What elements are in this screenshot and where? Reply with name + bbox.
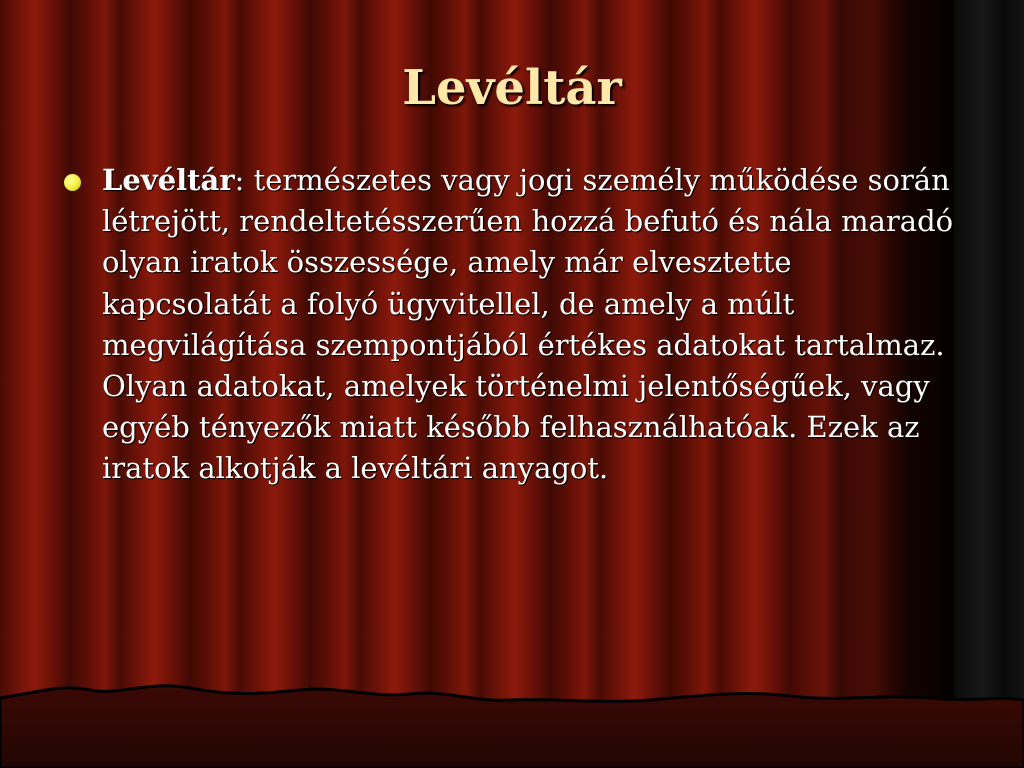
definition-text: : természetes vagy jogi személy működése során létrejött, rendeltetésszerűen hozzá befutó és nála maradó olyan iratok összessége, amely már elvesztette kapcsolatát a folyó ügyvitellel, de amely a múlt megvilágítása szempontjából értékes adatokat tartalmaz. Olyan adatokat, amelyek történelmi jelentőségűek, vagy egyéb tényezők miatt később felhasználhatóak. Ezek az iratok alkotják a levéltári anyagot. bbox=[102, 163, 954, 486]
list-item bbox=[64, 160, 964, 489]
bullet-list bbox=[64, 160, 964, 489]
definition-term: Levéltár bbox=[102, 163, 235, 197]
bullet-dot-icon bbox=[64, 174, 81, 191]
slide-title: Levéltár bbox=[402, 60, 622, 116]
curtain-bottom-edge bbox=[0, 640, 1024, 768]
